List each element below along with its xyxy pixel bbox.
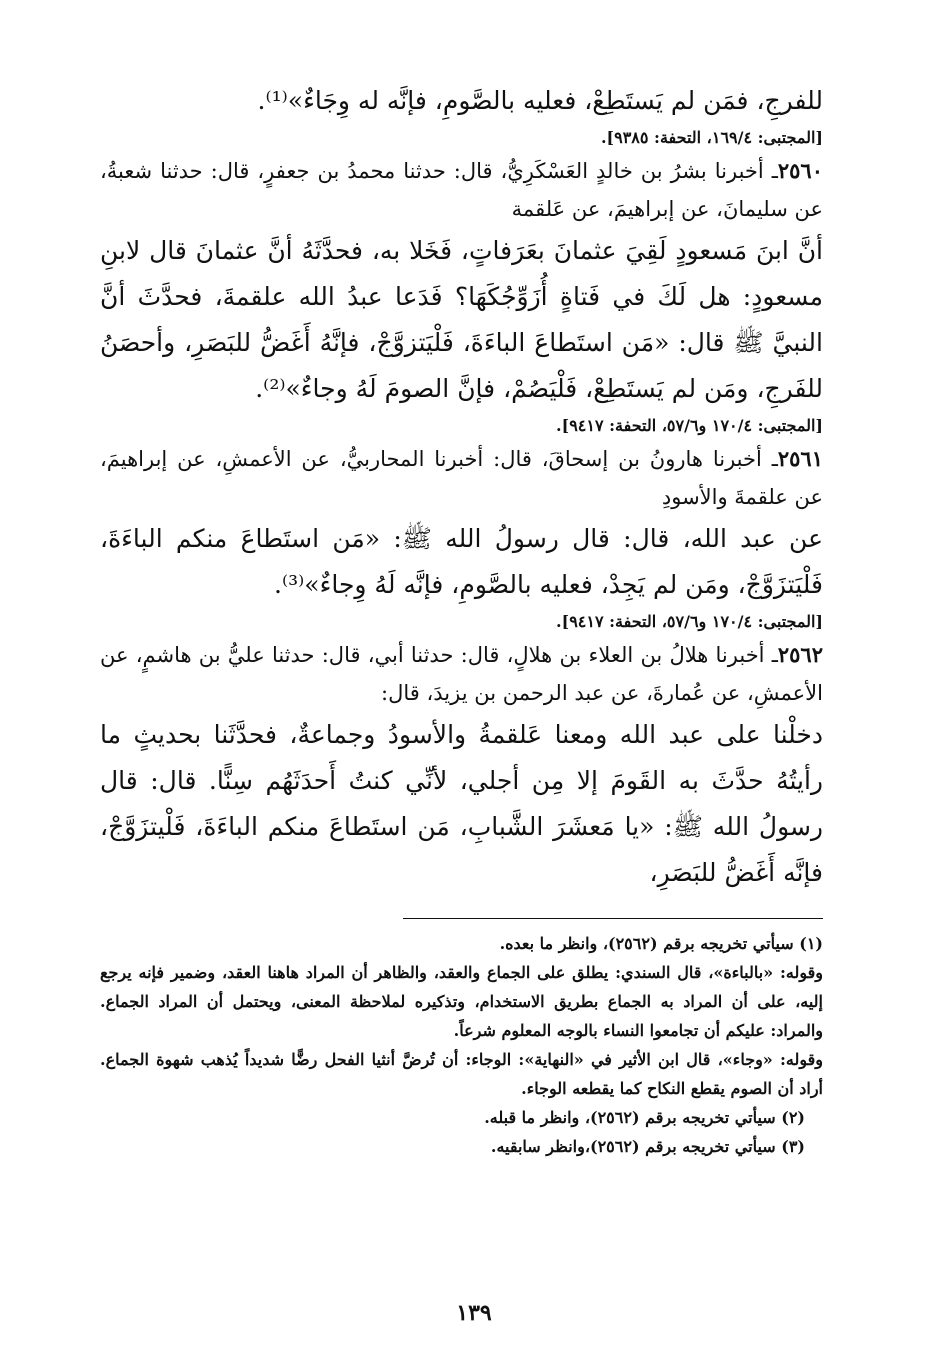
isnad-text: ـ أخبرنا هلالُ بن العلاء بن هلالٍ، قال: حدثنا أبي، قال: حدثنا عليُّ بن هاشمٍ، عن الأعمشِ، عن عُمارةَ، عن عبد الرحمن بن يزيدَ، قال: [100,643,823,705]
hadith-2562-isnad [100,636,823,712]
footnote-3: (٣) سيأتي تخريجه برقم (٢٥٦٢)،وانظر سابقيه. [490,1137,805,1156]
hadith-number: ٢٥٦٢ [777,642,823,667]
opening-line: للفرجِ، فمَن لم يَستَطِعْ، فعليه بالصَّومِ، فإنَّه له وِجَاءٌ»⁽¹⁾. [257,86,823,115]
main-text [100,78,823,896]
reference-3: [المجتبى: ١٧٠/٤ و٥٧/٦، التحفة: ٩٤١٧]. [556,612,823,631]
footnote-1: (١) سيأتي تخريجه برقم (٢٥٦٢)، وانظر ما بعده. [499,934,823,953]
reference-2: [المجتبى: ١٧٠/٤ و٥٧/٦، التحفة: ٩٤١٧]. [556,416,823,435]
footnote-1-note-a: وقوله: «بالباءة»، قال السندي: يطلق على الجماع والعقد، والظاهر أن المراد هاهنا العقد، وضمير فإنه يرجع إليه، على أن المراد به الجماع بطريق الاستخدام، وتذكيره لملاحظة المعنى، ويحتمل أن المراد الجماع. والمراد: عليكم أن تجامعوا النساء بالوجه المعلوم شرعاً. [100,963,823,1040]
hadith-2560-isnad [100,152,823,228]
footnote-2: (٢) سيأتي تخريجه برقم (٢٥٦٢)، وانظر ما قبله. [484,1108,805,1127]
hadith-2561-isnad [100,440,823,516]
footnote-divider [403,918,823,919]
hadith-number: ٢٥٦١ [777,446,823,471]
hadith-2562-matn: دخلْنا على عبد الله ومعنا عَلقمةُ والأسودُ وجماعةٌ، فحدَّثَنا بحديثٍ ما رأيتُهُ حدَّثَ به القَومَ إلا مِن أجلي، لأنِّي كنتُ أَحدَثَهُم سِنًّا. قال: قال رسولُ الله ﷺ: «يا مَعشَرَ الشَّبابِ، مَن استَطاعَ منكم الباءَةَ، فَلْيتزَوَّجْ، فإنَّه أَغَضُّ للبَصَرِ، [100,720,823,887]
footnotes [100,929,823,1161]
hadith-number: ٢٥٦٠ [777,158,823,183]
page-number: ١٣٩ [456,1300,492,1326]
reference-1: [المجتبى: ١٦٩/٤، التحفة: ٩٣٨٥]. [600,128,823,147]
isnad-text: ـ أخبرنا بشرُ بن خالدٍ العَسْكَرِيُّ، قال: حدثنا محمدُ بن جعفرٍ، قال: حدثنا شعبةُ، عن سليمانَ، عن إبراهيمَ، عن عَلقمة [100,159,823,221]
hadith-2561-matn: عن عبد الله، قال: قال رسولُ الله ﷺ: «مَن استَطاعَ منكم الباءَةَ، فَلْيَتزَوَّجْ، ومَن لم يَجِدْ، فعليه بالصَّومِ، فإنَّه لَهُ وِجاءٌ»⁽³⁾. [100,524,823,599]
hadith-2560-matn: أنَّ ابنَ مَسعودٍ لَقِيَ عثمانَ بعَرَفاتٍ، فَخَلا به، فحدَّثَهُ أنَّ عثمانَ قال لابنِ مسعودٍ: هل لَكَ في فَتاةٍ أُزَوِّجُكَهَا؟ فَدَعا عبدُ الله علقمةَ، فحدَّثَ أنَّ النبيَّ ﷺ قال: «مَن استَطاعَ الباءَةَ، فَلْيَتزوَّجْ، فإنَّهُ أَغَضُّ للبَصَرِ، وأحصَنُ للفَرجِ، ومَن لم يَستَطِعْ، فَلْيَصُمْ، فإنَّ الصومَ لَهُ وجاءٌ»⁽²⁾. [100,236,823,403]
isnad-text: ـ أخبرنا هارونُ بن إسحاقَ، قال: أخبرنا المحاربيُّ، عن الأعمشِ، عن إبراهيمَ، عن علقمةَ والأسودِ [100,447,823,509]
footnote-1-note-b: وقوله: «وجاء»، قال ابن الأثير في «النهاية»: الوجاء: أن تُرضَّ أنثيا الفحل رضًّا شديداً يُذهب شهوة الجماع. أراد أن الصوم يقطع النكاح كما يقطعه الوجاء. [100,1050,823,1098]
